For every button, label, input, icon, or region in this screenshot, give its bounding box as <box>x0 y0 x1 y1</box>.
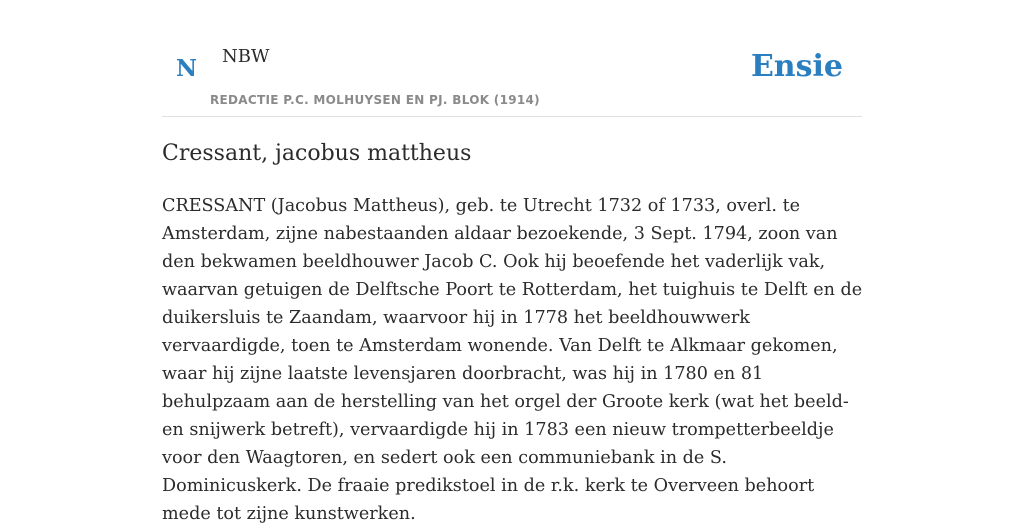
article-title: Cressant, jacobus mattheus <box>162 141 472 166</box>
source-header <box>162 0 862 117</box>
source-logo-icon[interactable]: N <box>176 55 198 82</box>
source-name-link[interactable]: NBW <box>222 46 270 67</box>
article-body: CRESSANT (Jacobus Mattheus), geb. te Utrecht 1732 of 1733, overl. te Amsterdam, zijne nabestaanden aldaar bezoekende, 3 Sept. 1794, zoon van den bekwamen beeldhouwer Jacob C. Ook hij beoefende het vaderlijk vak, waarvan getuigen de Delftsche Poort te Rotterdam, het tuighuis te Delft en de duikersluis te Zaandam, waarvoor hij in 1778 het beeldhouwwerk vervaardigde, toen te Amsterdam wonende. Van Delft te Alkmaar gekomen, waar hij zijne laatste levensjaren doorbracht, was hij in 1780 en 81 behulpzaam aan de herstelling van het orgel der Groote kerk (wat het beeld- en snijwerk betreft), vervaardigde hij in 1783 een nieuw trompetterbeeldje voor den Waagtoren, en sedert ook een communiebank in de S. Dominicuskerk. De fraaie predikstoel in de r.k. kerk te Overveen behoort mede tot zijne kunstwerken. <box>162 196 863 524</box>
page-content <box>162 0 863 524</box>
source-editors: REDACTIE P.C. MOLHUYSEN EN PJ. BLOK (1914) <box>210 93 540 107</box>
ensie-logo[interactable]: Ensie <box>750 49 843 84</box>
